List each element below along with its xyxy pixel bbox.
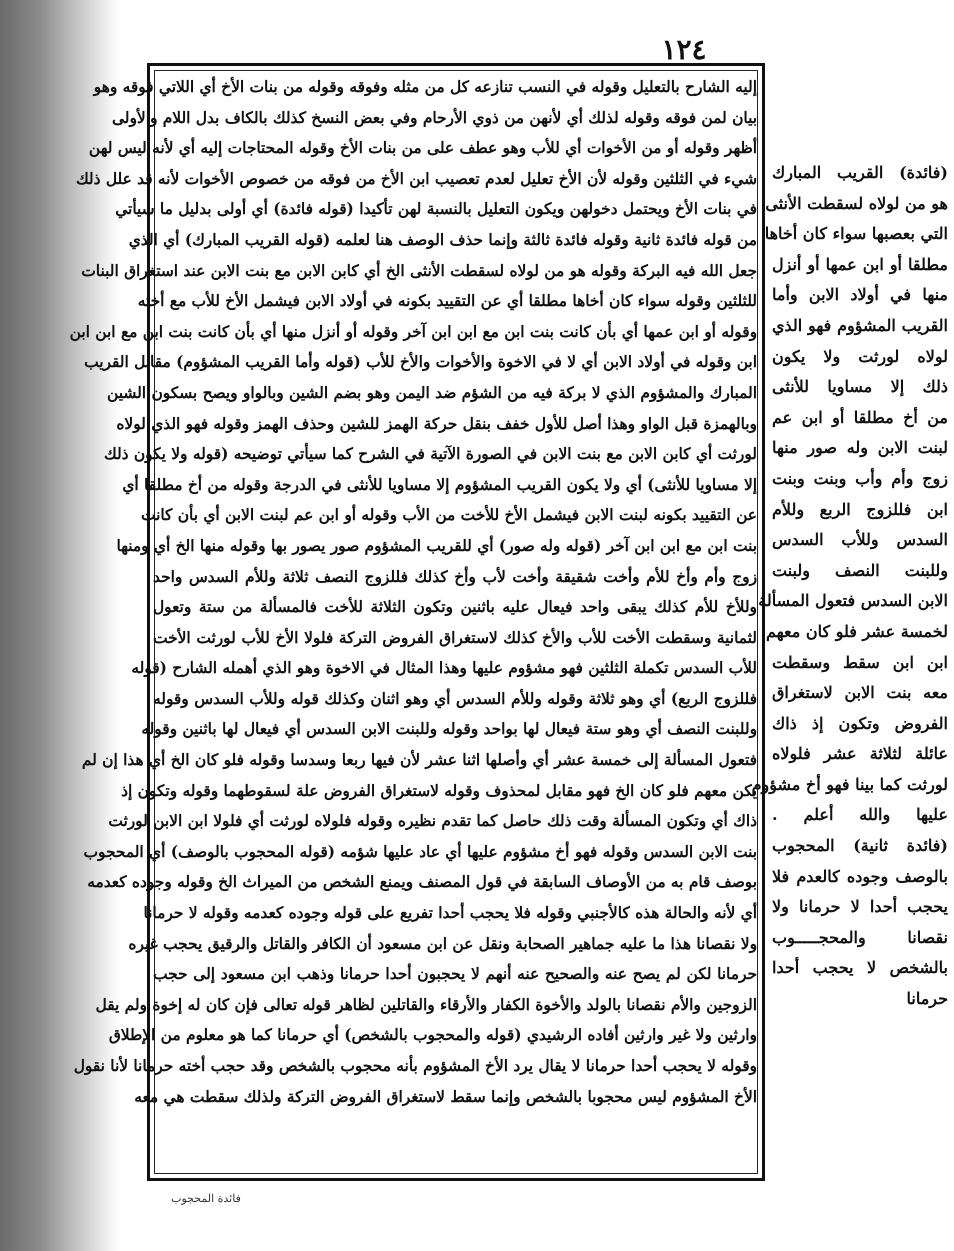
margin-note-line: الفروض وتكون إذ ذاك bbox=[772, 713, 948, 733]
text-line: الزوجين والأم نقصانا بالولد والأخوة الكفار والأرقاء والقاتلين لظاهر قوله تعالى فإن كان له إخوة ولم يقل bbox=[95, 995, 757, 1014]
text-line: من قوله فائدة ثانية وقوله فائدة ثالثة وإنما حذف الوصف هنا لعلمه (قوله القريب المبارك) أي الذي bbox=[128, 230, 757, 249]
margin-note-line: لخمسة عشر فلو كان معهم bbox=[766, 621, 948, 641]
text-line: إليه الشارح بالتعليل وقوله في النسب تنازعه كل من مثله وفوقه وقوله من بنات الأخ أي اللاتي فوقه وهو bbox=[93, 78, 757, 96]
page-number: ١٢٤ bbox=[661, 33, 707, 66]
margin-note-line: عائلة لثلاثة عشر فلولاه bbox=[772, 744, 948, 764]
text-line: بنت ابن مع ابن ابن آخر (قوله وله صور) أي للقريب المشؤوم صور يصور بها وقوله منها الخ أي ومنها bbox=[116, 536, 757, 555]
text-line: عن التقييد بكونه لبنت الابن فيشمل الأخ للأخت من الأب وقوله أو ابن عم لبنت الابن أي بأن كانت bbox=[140, 506, 757, 525]
text-line: وقوله أو ابن عمها أي بأن كانت بنت ابن مع ابن ابن آخر وقوله أو أنزل منها أي بأن كانت بنت ابن مع ابن ابن bbox=[69, 322, 757, 341]
text-line: يكن معهم فلو كان الخ فهو مقابل لمحذوف وقوله لاستغراق الفروض علة لسقوطهما وقوله وتكون إذ bbox=[121, 781, 757, 800]
text-line: وللأخ للأم كذلك يبقى واحد فيعال عليه باثنين وتكون الثلاثة للأخت فالمسألة من ستة وتعول bbox=[153, 598, 757, 617]
margin-note-line: يحجب أحدا لا حرمانا ولا bbox=[772, 897, 948, 917]
margin-note-line: نقصانا والمحجـــــوب bbox=[772, 927, 948, 947]
margin-note-line: مطلقا أو ابن عمها أو أنزل bbox=[772, 254, 948, 274]
text-line: شيء في الثلثين وقوله لأن الأخ تعليل لعدم تعصيب ابن الأخ من فوقه من خصوص الأخوات لأنه قد علل ذلك bbox=[75, 169, 757, 188]
margin-note-line: ابن ابن سقط وسقطت bbox=[772, 652, 948, 672]
margin-note-line: التي بعصبها سواء كان أخاها bbox=[764, 224, 948, 244]
text-line: في بنات الأخ ويحتمل دخولهن ويكون التعليل بالنسبة لهن تأكيدا (قوله فائدة) أي أولى بدليل ما سيأتي bbox=[115, 200, 757, 219]
margin-note-line: (فائدة ثانية) المحجوب bbox=[772, 836, 948, 856]
text-line: وبالهمزة قبل الواو وهذا أصل للأول خفف بنقل حركة الهمز للشين وحذف الهمز وقوله فهو الذي لولاه bbox=[116, 414, 757, 433]
text-line: إلا مساويا للأنثى) أي ولا يكون القريب المشؤوم إلا مساويا للأنثى في الدرجة وقوله من أخ مطلقا أي bbox=[122, 475, 757, 494]
margin-note-line: لورثت كما بينا فهو أخ مشؤوم bbox=[751, 774, 948, 794]
margin-note-line: عليها والله أعلم . bbox=[772, 805, 948, 825]
margin-note-line: هو من لولاه لسقطت الأنثى bbox=[765, 193, 948, 213]
text-line: لثمانية وسقطت الأخت للأب والأخ كذلك لاستغراق الفروض التركة فلولا الأخ للأب لورثت الأخت bbox=[153, 628, 757, 647]
text-line: ولا نقصانا هذا ما عليه جماهير الصحابة ونقل عن ابن مسعود أن الكافر والقاتل والرقيق يحجب غيره bbox=[128, 934, 757, 953]
text-line: فللزوج الربع) أي وهو ثلاثة وقوله وللأم السدس أي وهو اثنان وكذلك قوله وللأب السدس وقوله bbox=[153, 689, 757, 708]
text-line: حرمانا لكن لم يصح عنه والصحيح عنه أنهم لا يحجبون أحدا حرمانا وذهب ابن مسعود إلى حجب bbox=[153, 965, 757, 984]
margin-note-line: بالوصف وجوده كالعدم فلا bbox=[772, 866, 948, 886]
margin-note-line: ابن فللزوج الربع وللأم bbox=[772, 499, 948, 519]
text-line: أي لأنه والحالة هذه كالأجنبي وقوله فلا يحجب أحدا تفريع على قوله وجوده كعدمه وقوله لا حرمانا bbox=[143, 904, 757, 923]
margin-note-line: لبنت الابن وله صور منها bbox=[772, 438, 948, 458]
text-line: أظهر وقوله أو من الأخوات أي للأب وهو عطف على من بنات الأخ وقوله المحتاجات إليه أي لأنه ليس لهن bbox=[88, 139, 757, 158]
margin-note-line: منها في أولاد الابن وأما bbox=[772, 285, 948, 305]
margin-note-line: القريب المشؤوم فهو الذي bbox=[772, 315, 948, 335]
text-line: جعل الله فيه البركة وقوله هو من لولاه لسقطت الأنثى الخ أي كابن الابن مع بنت الابن عند استغراق البنات bbox=[81, 261, 757, 280]
text-line: وللبنت النصف أي وهو ستة فيعال لها بواحد وقوله وللبنت الابن السدس أي فيعال لها باثنين وقوله bbox=[141, 720, 757, 739]
margin-note-line: معه بنت الابن لاستغراق bbox=[772, 683, 948, 703]
footer-catchword: فائدة المحجوب bbox=[171, 1192, 241, 1205]
text-line: الأخ المشؤوم ليس محجوبا بالشخص وإنما سقط لاستغراق الفروض التركة ولذلك سقطت هي معه bbox=[134, 1087, 757, 1106]
text-line: وقوله لا يحجب أحدا حرمانا لا يقال يرد الأخ المشؤوم بأنه محجوب بالشخص وقد حجب أخته حرمانا لأنا نقول bbox=[73, 1057, 757, 1075]
text-line: بيان لمن فوقه وقوله لذلك أي لأنهن من ذوي الأرحام وفي بعض النسخ كذلك بالكاف بدل اللام والأولى bbox=[111, 108, 757, 127]
text-line: للأب السدس تكملة الثلثين فهو مشؤوم عليها وهذا المثال في الاخوة وهو الذي أهمله الشارح (قوله bbox=[131, 659, 757, 678]
margin-note bbox=[751, 158, 948, 1038]
text-line: ابن وقوله في أولاد الابن أي لا في الاخوة والأخوات والأخ للأب (قوله وأما القريب المشؤوم) مقابل القريب bbox=[84, 353, 757, 372]
margin-note-line: (فائدة) القريب المبارك bbox=[772, 163, 948, 182]
margin-note-line: وللبنت النصف ولبنت bbox=[772, 560, 948, 580]
text-line: بوصف قام به من الأوصاف السابقة في قول المصنف ويمنع الشخص من الميراث الخ وقوله وجوده كعدمه bbox=[87, 873, 757, 892]
margin-note-line: من أخ مطلقا أو ابن عم bbox=[772, 407, 948, 427]
text-line: المبارك والمشؤوم الذي لا بركة فيه من الشؤم ضد اليمن وهو بضم الشين وبالواو ويصح بسكون الشين bbox=[107, 383, 757, 402]
text-line: وارثين ولا غير وارثين أفاده الرشيدي (قوله والمحجوب بالشخص) أي حرمانا كما هو معلوم من الإطلاق bbox=[108, 1026, 757, 1045]
text-line: ذاك أي وتكون المسألة وقت ذلك حاصل كما تقدم نظيره وقوله فلولاه لورثت أي فلولا ابن الابن لورثت bbox=[108, 812, 757, 831]
text-line: فتعول المسألة إلى خمسة عشر أي وأصلها اثنا عشر لأن فيها ربعا وسدسا وقوله فلو كان الخ أي هذا إن لم bbox=[81, 751, 757, 770]
text-line: بنت الابن السدس وقوله فهو أخ مشؤوم عليها أي عاد عليها شؤمه (قوله المحجوب بالوصف) أي المحجوب bbox=[83, 842, 757, 861]
margin-note-line: ذلك إلا مساويا للأنثى bbox=[772, 377, 948, 397]
margin-note-line: الابن السدس فتعول المسألة bbox=[758, 591, 948, 611]
text-line: للثلثين وقوله سواء كان أخاها مطلقا أي عن التقييد بكونه في أولاد الابن فيشمل الأخ للأب مع أخته bbox=[137, 292, 757, 311]
text-line: زوج وأم وأخ للأم وأخت شقيقة وأخت لأب وأخ كذلك فللزوج النصف ثلاثة وللأم السدس واحد bbox=[153, 567, 757, 586]
margin-note-line: لولاه لورثت ولا يكون bbox=[772, 346, 948, 366]
margin-note-line: زوج وأم وأب وبنت وبنت bbox=[772, 468, 948, 488]
margin-note-line: بالشخص لا يحجب أحدا bbox=[772, 958, 948, 978]
main-text-body bbox=[69, 72, 757, 1176]
margin-note-line: السدس وللأب السدس bbox=[772, 530, 948, 550]
text-line: لورثت أي كابن الابن مع بنت الابن في الصورة الآتية في الشرح كما سيأتي توضيحه (قوله ولا يكون ذلك bbox=[104, 445, 757, 464]
margin-note-line: حرمانا bbox=[906, 989, 948, 1009]
